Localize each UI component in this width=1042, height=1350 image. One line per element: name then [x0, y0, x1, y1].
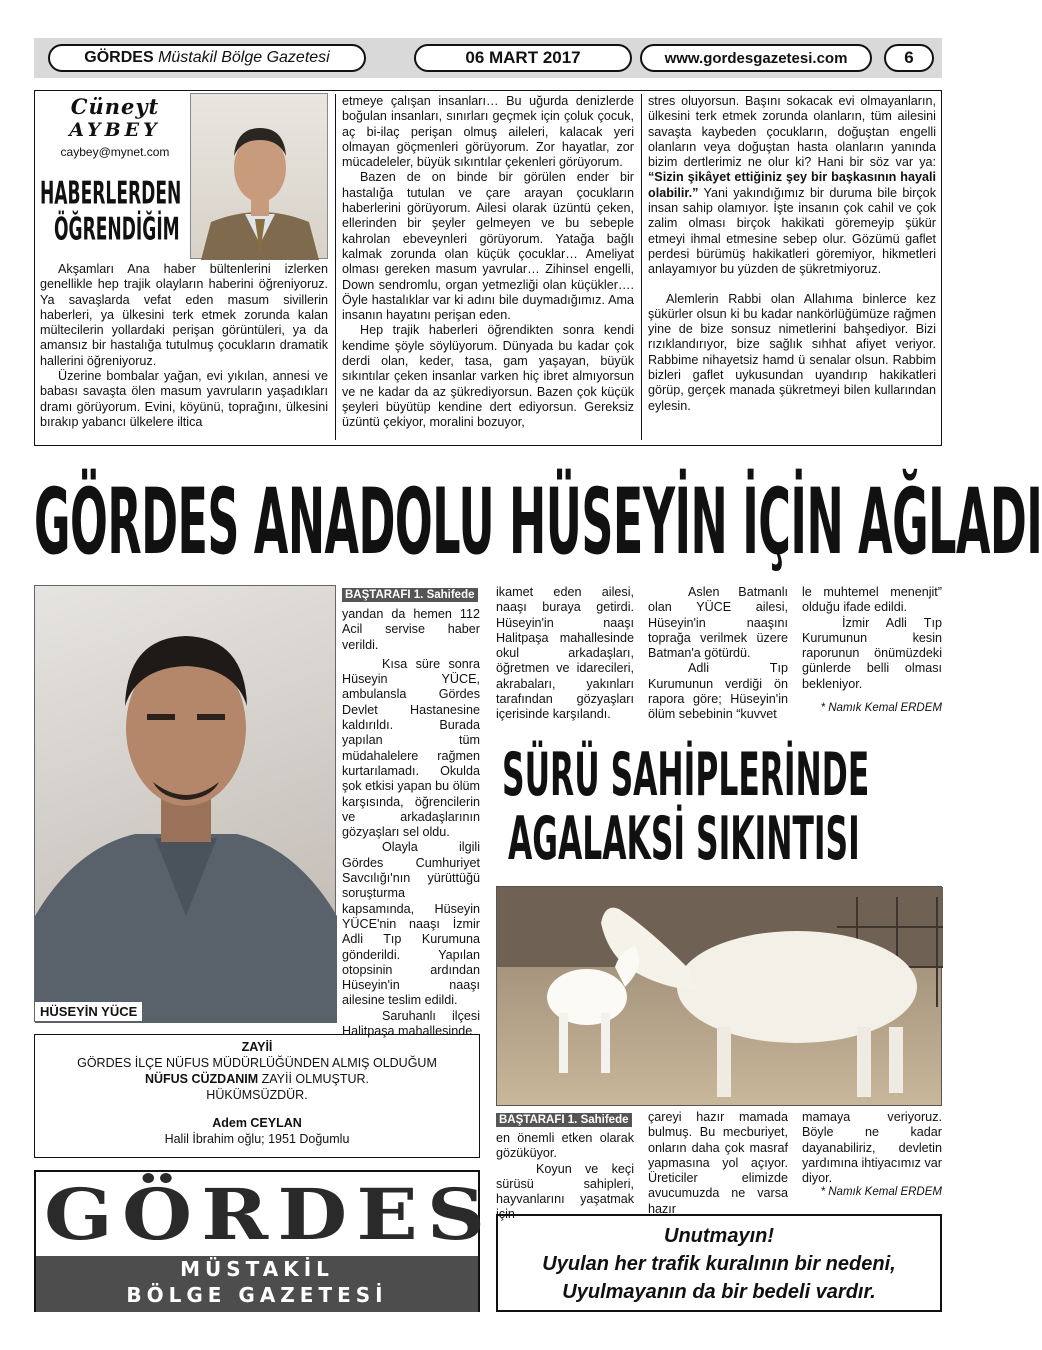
website-link[interactable]: www.gordesgazetesi.com — [640, 44, 872, 72]
signature: * Namık Kemal ERDEM — [820, 1186, 942, 1199]
paragraph: en önemli etken olarak gözüküyor. — [496, 1131, 634, 1161]
notice-name: Adem CEYLAN — [212, 1116, 302, 1130]
story1-col1 — [342, 585, 480, 1039]
issue-date: 06 MART 2017 — [414, 44, 632, 72]
paragraph: Hep trajik haberleri öğrendikten sonra kendi kendime şöyle söylüyorum. Dünyada bu kadar çok derdi olan, keder, tasa, gam yaşayan, büyük sıkıntılar çeken insanlar varken hiç ibret almıyorsun ve ne kadar da az şükrediyorsun. Bazen çok küçük şeyleri büyütüp kendine dert ediyorsun. Gereksiz üzüntü çekiyor, moralini bozuyor, — [342, 323, 634, 430]
traffic-reminder — [496, 1214, 942, 1312]
reminder-line3: Uyulmayanın da bir bedeli vardır. — [562, 1281, 876, 1303]
author-first-name: Cüneyt — [70, 94, 160, 119]
logo-top — [44, 1173, 495, 1256]
logo-band — [36, 1256, 478, 1312]
paragraph: Saruhanlı ilçesi Halitpaşa mahallesinde — [342, 1008, 480, 1039]
paper-name — [48, 44, 366, 72]
main-headline: GÖRDES ANADOLU HÜSEYİN İÇİN AĞLADI — [34, 468, 1042, 575]
page-number: 6 — [884, 44, 934, 72]
story-photo — [34, 585, 336, 1022]
notice-detail: Halil İbrahim oğlu; 1951 Doğumlu — [164, 1132, 350, 1146]
column-text-2 — [342, 94, 634, 444]
notice-line — [35, 1071, 479, 1087]
author-portrait-icon — [191, 94, 329, 260]
story1-col4 — [802, 585, 942, 735]
logo-line1: MÜSTAKİL — [180, 1257, 334, 1281]
main-headline-box — [34, 468, 1042, 575]
column-title — [40, 176, 190, 246]
column-text-3 — [648, 94, 936, 444]
photo-caption: HÜSEYİN YÜCE — [35, 1002, 142, 1021]
paragraph: ikamet eden ailesi, naaşı buraya getirdi. Hüseyin'in naaşı Halitpaşa mahallesinde okul arkadaşları, öğretmen ve idarecileri, akrabaları, yakınları tarafından gözyaşları içerisinde karşılandı. — [496, 585, 634, 722]
continued-tag: BAŞTARAFI 1. Sahifede — [342, 588, 478, 602]
author-email[interactable]: caybey@mynet.com — [60, 145, 170, 159]
notice-line: HÜKÜMSÜZDÜR. — [206, 1088, 308, 1102]
paragraph: Üzerine bombalar yağan, evi yıkılan, annesi ve babası savaşta ölen masum yavruların yaşadıkları dramı görüyorum. Evini, köyünü, toprağını, ülkesini bırakıp yabancı ülkelere iltica — [40, 369, 328, 429]
paper-name-bold: GÖRDES — [84, 49, 154, 66]
paragraph: Alemlerin Rabbi olan Allahıma binlerce kez şükürler olsun ki bu kadar nankörlüğümüze rağmen yine de bize sonsuz nimetlerini bahşediyor. Bizi rızıklandırıyor, bize sağlık sıhhat afiyet veriyor. Rabbime nihayetsiz hamd ü senalar olsun. Rabbim bizleri gaflet uykusundan uyandırıp hakikatleri görüp, gerçek manada şükretmeyi bilen kullarından eylesin. — [648, 291, 936, 413]
paragraph: etmeye çalışan insanları… Bu uğurda denizlerde boğulan insanları, sınırları geçmek için çoluk çocuk, aç bi-ilaç perişan olmuş aileleri, kalacak yeri olmayan göçmenleri görüyorum. Zor hayatlar, zor mücadeleler, büyük sıkıntılar çekenleri görüyorum. — [342, 94, 634, 170]
column-title-line2: ÖĞRENDİĞİM — [54, 210, 180, 248]
goat-icon — [497, 887, 943, 1107]
notice-bold: NÜFUS CÜZDANIM — [144, 1072, 259, 1086]
paragraph: yandan da hemen 112 Acil servise haber verildi. — [342, 607, 480, 652]
paragraph: Bazen de on binde bir görülen ender bir hastalığa tutulan ve çare arayan çocukların haberlerini görüyorum. Ailesi olarak üzüntü çeken, ellerinden bir şeyler gelmeyen ve bu sebeple kahrolan ebeveynleri görüyorum. Yatağa bağlı kalmak zorunda olan küçük çocuklar… Ameliyat olması gereken masum yavrular… Zihinsel engelli, Down sendromlu, organ yetmezliği olan küçükler…. Öyle hastalıklar var ki adını bile duymadığımız. Ama insanın hayatını perişan eden. — [342, 170, 634, 323]
text-span: stres oluyorsun. Başını sokacak evi olmayanların, ülkesini terk etmek zorunda olanların, tüm ailesini savaşta kaybeden çocukların, doğuştan engelli olanların veya doğuştan hasta olanların yanında bizim dertlerimiz ne olur ki? Hani bir söz var ya: — [648, 94, 936, 170]
author-photo — [190, 93, 328, 259]
notice-title: ZAYİİ — [241, 1040, 273, 1054]
story2-headline-line2: AGALAKSİ SIKINTISI — [508, 804, 860, 874]
story1-col2 — [496, 585, 634, 735]
column-divider — [641, 94, 642, 440]
column-divider — [335, 94, 336, 440]
continued-tag: BAŞTARAFI 1. Sahifede — [496, 1113, 632, 1127]
author-block — [40, 94, 190, 159]
paragraph: çareyi hazır mamada bulmuş. Bu mecburiyet, onların daha çok masraf yapmasına yol açıyor. Üreticiler elimizde avucumuzda ne varsa hazır — [648, 1110, 788, 1216]
story2-headline-line1: SÜRÜ SAHİPLERİNDE — [502, 740, 870, 810]
notice-text: ZAYİİ OLMUŞTUR. — [258, 1072, 370, 1086]
paragraph: İzmir Adli Tıp Kurumunun kesin raporunun önümüzdeki günlerde belli olması bekleniyor. — [802, 615, 942, 691]
notice-line: GÖRDES İLÇE NÜFUS MÜDÜRLÜĞÜNDEN ALMIŞ OLDUĞUM — [77, 1056, 437, 1070]
paragraph: Olayla ilgili Gördes Cumhuriyet Savcılığı'nın yürüttüğü soruşturma kapsamında, Hüseyin YÜCE'nin naaşı İzmir Adli Tıp Kurumuna gönderildi. Yapılan otopsinin ardından Hüseyin'in naaşı ailesine teslim edildi. — [342, 840, 480, 1008]
reminder-line2: Uyulan her trafik kuralının bir nedeni, — [542, 1253, 896, 1275]
author-last-name: AYBEY — [69, 119, 161, 141]
paper-name-italic: Müstakil Bölge Gazetesi — [158, 49, 330, 66]
newspaper-logo — [34, 1170, 495, 1312]
goat-photo — [496, 886, 942, 1106]
lost-id-notice — [34, 1034, 480, 1158]
signature: * Namık Kemal ERDEM — [820, 702, 942, 715]
reminder-line1: Unutmayın! — [664, 1225, 774, 1247]
paragraph: Akşamları Ana haber bültenlerini izlerken genellikle hep trajik olayların haberini öğreniyoruz. Ya savaşlarda vefat eden masum sivillerin haberleri, ya ülkesini terk etmek zorunda kalan mültecilerin yollardaki perişan görüntüleri, ya da amansız bir hastalığa tutulmuş çocukların dramatik hallerini öğreniyoruz. — [40, 262, 328, 368]
text-span: Yani yakındığımız bir duruma bile birçok insan sahip olamıyor. İşte insanın çok cahil ve çok zalim olması birçok hakikati göremeyip şükür etmeyi ihmal etmesine sebep olur. Gözümü gaflet perdesi bürümüş hakikatleri göremiyor, hikmetleri anlayamıyor bu yüzden de şükretmiyoruz. — [648, 185, 936, 277]
paragraph: mamaya veriyoruz. Böyle ne kadar dayanabiliriz, devletin yardımına ihtiyacımız var diyor. — [802, 1110, 942, 1186]
story2-col3 — [802, 1110, 942, 1210]
quote-bold: “Sizin şikâyet ettiğiniz şey bir başkasının hayali olabilir.” — [648, 170, 936, 200]
paragraph: Adli Tıp Kurumunun verdiği ön rapora göre; Hüseyin'in ölüm sebebinin “kuvvet — [648, 661, 788, 722]
paragraph: Aslen Batmanlı olan YÜCE ailesi, Hüseyin'in naaşını toprağa verilmek üzere Batman'a götürdü. — [648, 585, 788, 661]
paragraph: Koyun ve keçi sürüsü sahipleri, hayvanlarını yaşatmak için — [496, 1161, 634, 1222]
paragraph: le muhtemel menenjit” olduğu ifade edildi. — [802, 585, 942, 615]
paragraph — [648, 94, 936, 278]
story2-headline — [496, 742, 942, 882]
story1-col3 — [648, 585, 788, 735]
logo-big-text: GÖRDES — [44, 1173, 495, 1256]
person-portrait-icon — [35, 586, 337, 1023]
story2-col2 — [648, 1110, 788, 1216]
paragraph: Kısa süre sonra Hüseyin YÜCE, ambulansla Gördes Devlet Hastanesine kaldırıldı. Burada yapılan tüm müdahalelere rağmen kurtarılamadı. Okulda şok etkisi yapan bu ölüm karşısında, öğrencilerin ve arkadaşlarının gözyaşları sel oldu. — [342, 656, 480, 840]
logo-line2: BÖLGE GAZETESİ — [126, 1283, 388, 1307]
column-title-line1: HABERLERDEN — [40, 174, 182, 212]
column-text-1 — [40, 262, 328, 444]
